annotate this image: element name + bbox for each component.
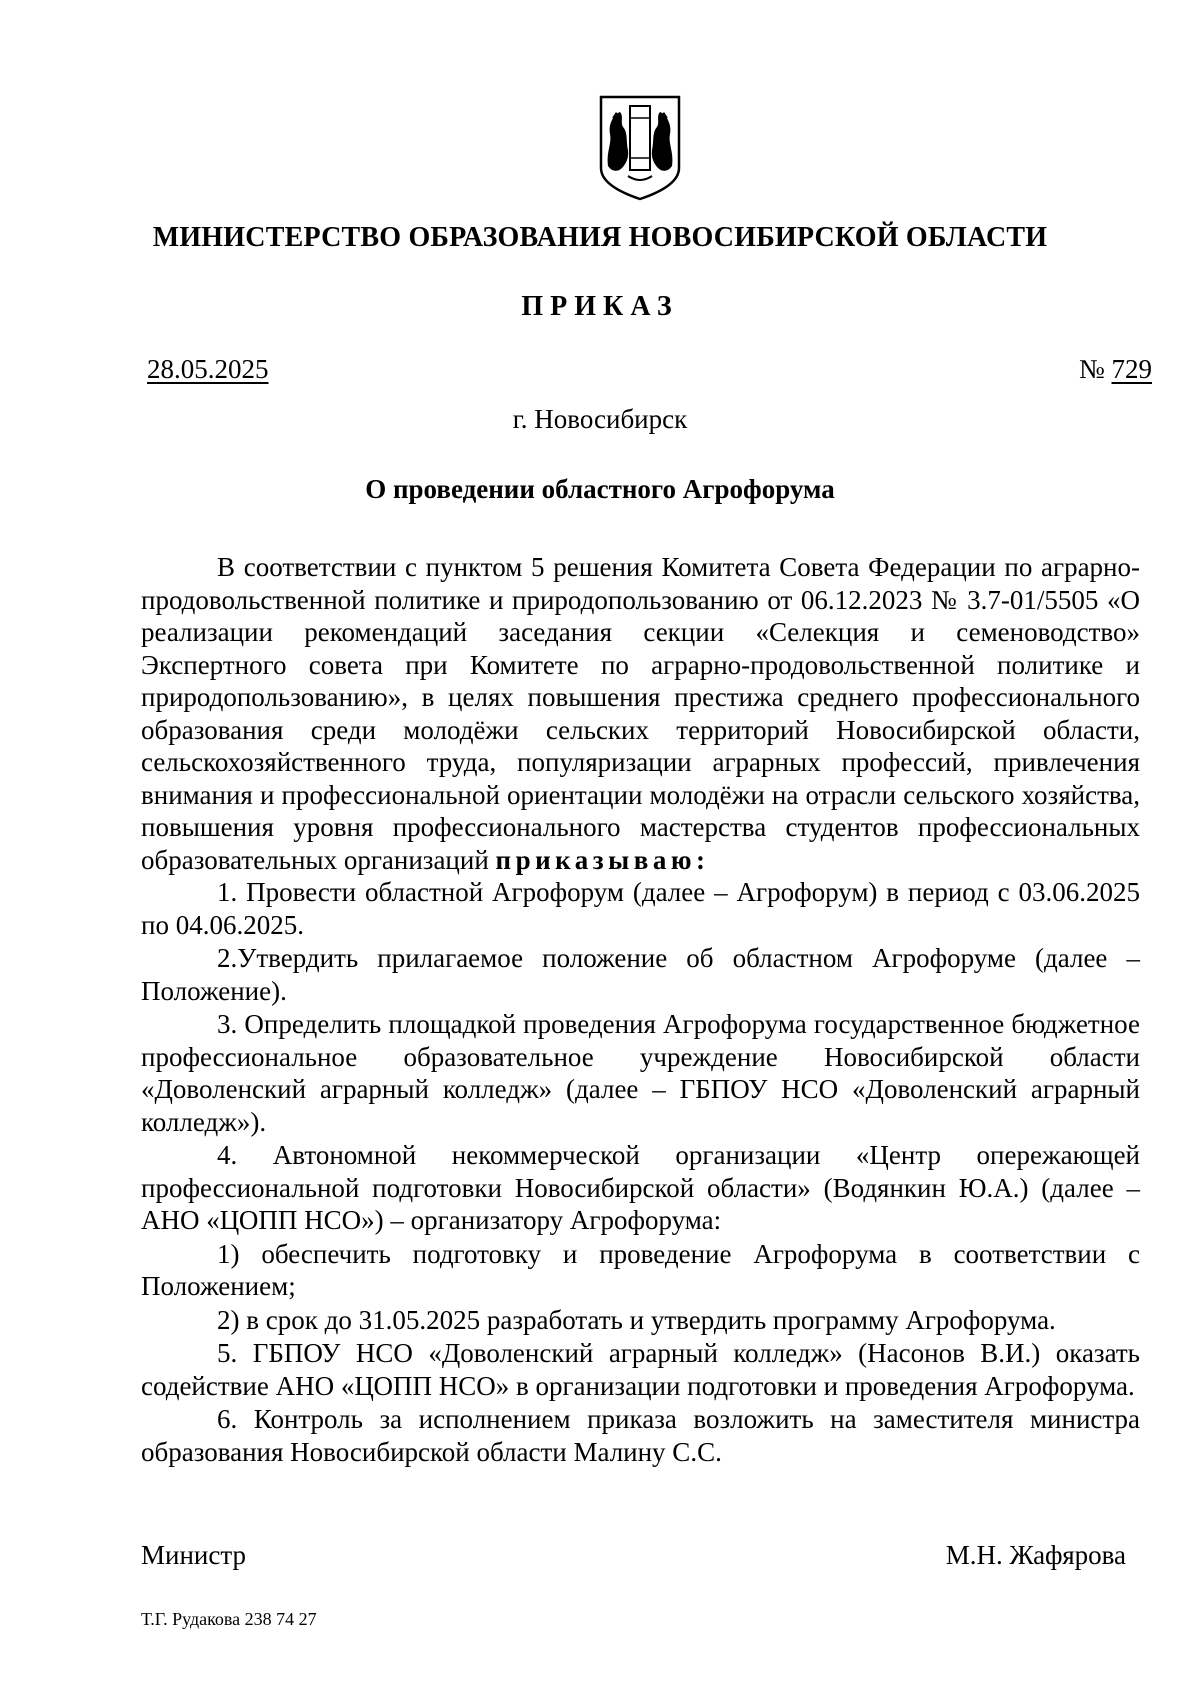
signature-role: Министр — [141, 1540, 246, 1570]
item-2: 2.Утвердить прилагаемое положение об областном Агрофоруме (далее – Положение). — [141, 943, 1140, 1006]
item-4-subitem-2: 2) в срок до 31.05.2025 разработать и утвердить программу Агрофорума. — [217, 1304, 1056, 1335]
ministry-name: МИНИСТЕРСТВО ОБРАЗОВАНИЯ НОВОСИБИРСКОЙ ОБЛАСТИ — [152, 222, 1048, 253]
item-6: 6. Контроль за исполнением приказа возложить на заместителя министра образования Новосибирской области Малину С.С. — [141, 1404, 1140, 1467]
decree-word: приказываю: — [495, 844, 710, 875]
order-body — [141, 551, 1140, 1468]
item-4-subitem-1: 1) обеспечить подготовку и проведение Агрофорума в соответствии с Положением; — [141, 1238, 1140, 1301]
order-number-value: 729 — [1111, 354, 1152, 384]
item-3: 3. Определить площадкой проведения Агрофорума государственное бюджетное профессиональное образовательное учреждение Новосибирской области «Доволенский аграрный колледж» (далее – ГБПОУ НСО «Доволенский аграрный колледж»). — [141, 1009, 1140, 1137]
coat-of-arms-icon — [598, 94, 682, 202]
preamble-text: В соответствии с пунктом 5 решения Комитета Совета Федерации по аграрно-продовольственной политике и природопользованию от 06.12.2023 № 3.7-01/5505 «О реализации рекомендаций заседания секции «Селекция и семеноводство» Экспертного совета при Комитете по аграрно-продовольственной политике и природопользованию», в целях повышения престижа среднего профессионального образования среди молодёжи сельских территорий Новосибирской области, сельскохозяйственного труда, популяризации аграрных профессий, привлечения внимания и профессиональной ориентации молодёжи на отрасли сельского хозяйства, повышения уровня профессионального мастерства студентов профессиональных образовательных организаций — [141, 552, 1140, 875]
order-number-prefix: № — [1078, 354, 1112, 384]
order-title: ПРИКАЗ — [521, 291, 679, 322]
signature-name: М.Н. Жафярова — [945, 1540, 1126, 1570]
city: г. Новосибирск — [512, 404, 688, 434]
item-4: 4. Автономной некоммерческой организации «Центр опережающей профессиональной подготовки Новосибирской области» (Водянкин Ю.А.) (далее – АНО «ЦОПП НСО») – организатору Агрофорума: — [141, 1140, 1140, 1235]
item-5: 5. ГБПОУ НСО «Доволенский аграрный колледж» (Насонов В.И.) оказать содействие АНО «ЦОПП НСО» в организации подготовки и проведения Агрофорума. — [141, 1338, 1140, 1401]
item-1: 1. Провести областной Агрофорум (далее – Агрофорум) в период с 03.06.2025 по 04.06.2025. — [141, 877, 1140, 940]
order-number — [1079, 354, 1152, 385]
preamble-paragraph — [141, 551, 1140, 876]
order-date: 28.05.2025 — [147, 354, 269, 384]
order-subject: О проведении областного Агрофорума — [365, 474, 835, 504]
executor-contact: Т.Г. Рудакова 238 74 27 — [141, 1609, 317, 1629]
